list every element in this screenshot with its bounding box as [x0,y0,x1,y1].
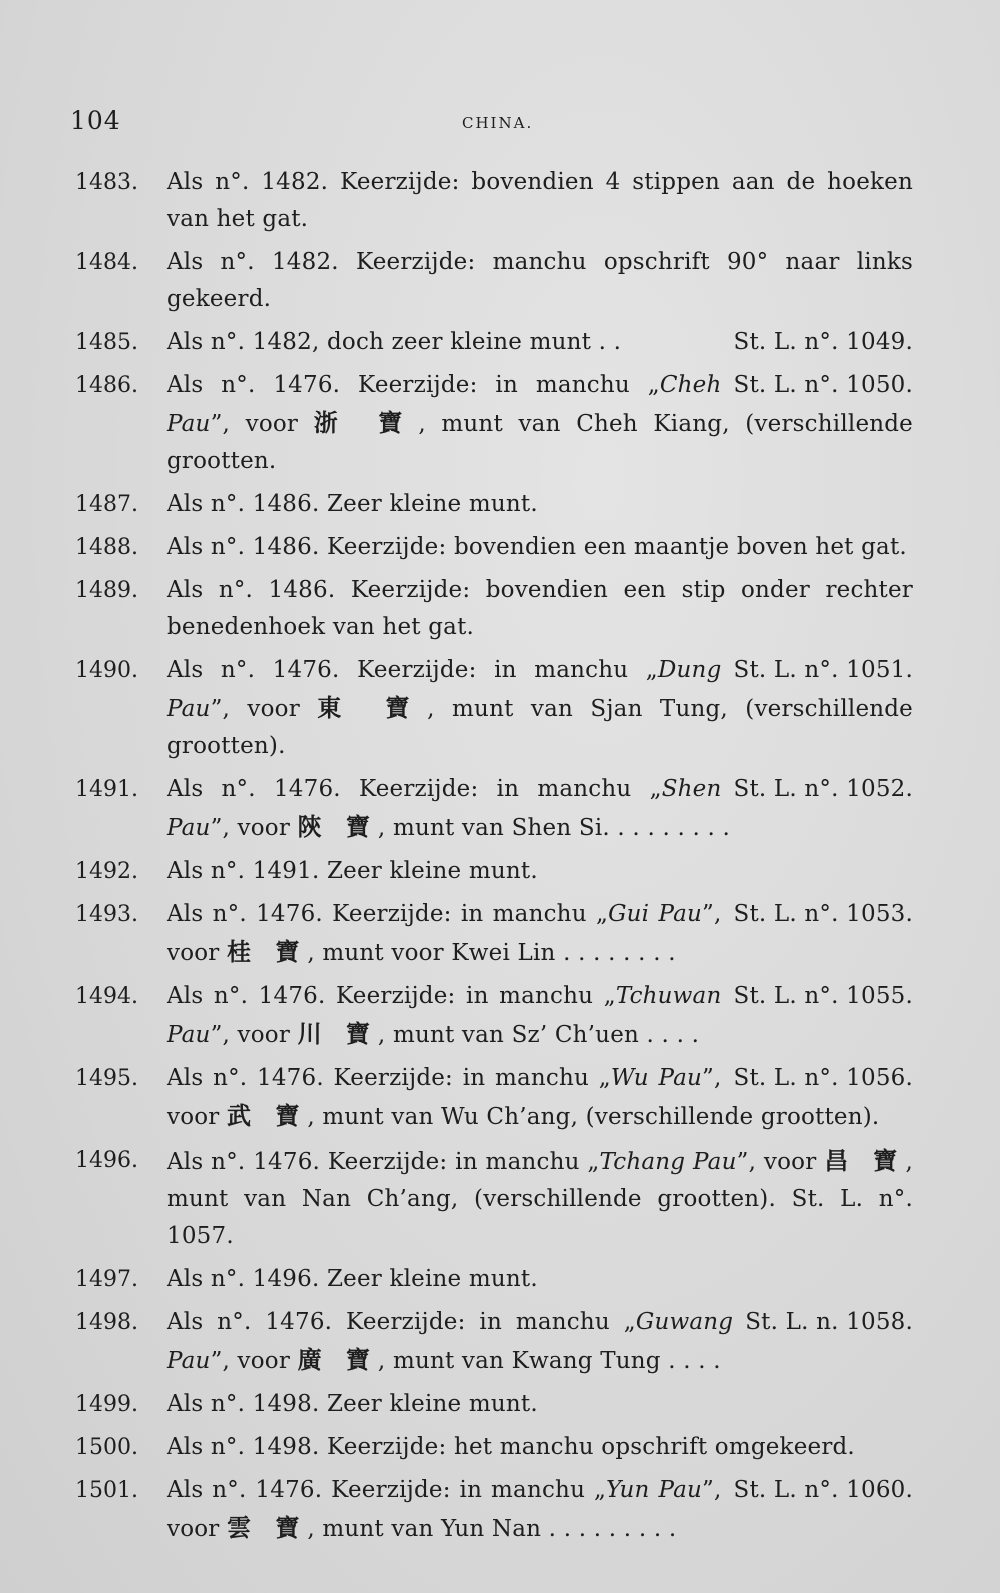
catalogue-entry [75,771,913,847]
catalogue-entry [75,1429,913,1466]
entry-number: 1501. [75,1478,138,1503]
entry-text [167,486,913,523]
entry-text [167,1261,913,1298]
entry-description: ”, voor [167,1065,722,1130]
entry-description: Als n°. 1476. Keerzijde: in manchu „ [167,1149,600,1175]
manchu-name: Shen Pau [167,776,722,841]
entry-description: Als n°. 1482. Keerzijde: manchu opschrift 90° naar links gekeerd. [167,249,913,312]
entry-number: 1492. [75,859,138,884]
page-number: 104 [70,106,121,135]
entry-number: 1486. [75,373,138,398]
entry-description: ”, voor [736,1149,825,1175]
entry-text [167,164,913,238]
entry-description: , munt van Sjan Tung, (verschillende grootten). [167,696,913,759]
manchu-name: Wu Pau [610,1065,703,1091]
entry-text [167,367,913,480]
catalogue-entry [75,486,913,523]
catalogue-entry [75,1304,913,1380]
entry-description: Als n°. 1491. Zeer kleine munt. [167,858,538,884]
chinese-characters: 武 寶 [227,1101,308,1130]
manchu-name: Cheh Pau [167,372,722,437]
entry-number: 1491. [75,777,138,802]
catalogue-reference: St. L. n°. 1051. [733,657,913,683]
chinese-characters: 浙 寶 [313,408,419,437]
entry-text [167,652,913,765]
entry-text [167,572,913,646]
entry-description: Als n°. 1476. Keerzijde: in manchu „ [167,1309,636,1335]
catalogue-reference: St. L. n°. 1049. [733,329,913,355]
catalogue-entry [75,324,913,361]
entry-text [167,1386,913,1423]
entry-description: Als n°. 1476. Keerzijde: in manchu „ [167,901,609,927]
entry-description: Als n°. 1476. Keerzijde: in manchu „ [167,1065,611,1091]
entry-description: Als n°. 1498. Keerzijde: het manchu opschrift omgekeerd. [167,1434,855,1460]
entry-number: 1500. [75,1435,138,1460]
entry-description: ”, voor [167,1477,722,1542]
entry-description: , munt van Shen Si. . . . . . . . . [377,815,731,841]
entry-text [167,771,913,847]
catalogue-entry [75,529,913,566]
entry-description: Als n°. 1476. Keerzijde: in manchu „ [167,657,658,683]
chinese-characters: 陝 寶 [297,812,378,841]
entry-number: 1493. [75,902,138,927]
entry-number: 1485. [75,330,138,355]
entry-description: ”, voor [210,815,298,841]
chinese-characters: 廣 寶 [297,1345,378,1374]
entry-text [167,1060,913,1136]
catalogue-entry [75,652,913,765]
entry-description: , munt van Sz’ Ch’uen . . . . [377,1022,700,1048]
manchu-name: Tchuwan Pau [167,983,722,1048]
entry-description: ”, voor [210,696,318,722]
catalogue-entry [75,1472,913,1548]
catalogue-reference: St. L. n°. 1060. [733,1477,913,1503]
chinese-characters: 川 寶 [297,1019,378,1048]
entry-description: Als n°. 1476. Keerzijde: in manchu „ [167,372,660,398]
manchu-name: Gui Pau [608,901,703,927]
entry-description: Als n°. 1482, doch zeer kleine munt . . [167,329,622,355]
catalogue-entry [75,1142,913,1255]
catalogue-entry [75,978,913,1054]
entry-description: Als n°. 1496. Zeer kleine munt. [167,1266,538,1292]
entry-text [167,1142,913,1255]
page-header [0,106,1000,142]
catalogue-entry [75,572,913,646]
entry-description: Als n°. 1486. Keerzijde: bovendien een maantje boven het gat. [167,534,907,560]
entry-number: 1488. [75,535,138,560]
entry-text [167,1429,913,1466]
entry-description: ”, voor [210,1022,298,1048]
entry-description: ”, voor [167,901,722,966]
catalogue-entry [75,1261,913,1298]
entry-description: ”, voor [210,1348,298,1374]
entry-description: , munt van Nan Ch’ang, (verschillende grootten). St. L. n°. 1057. [167,1149,914,1249]
catalogue-entry [75,244,913,318]
entry-description: , munt van Cheh Kiang, (verschillende grootten. [167,411,913,474]
catalogue-reference: St. L. n°. 1055. [733,983,913,1009]
catalogue-entry [75,1386,913,1423]
entry-description: Als n°. 1476. Keerzijde: in manchu „ [167,1477,607,1503]
entry-description: Als n°. 1482. Keerzijde: bovendien 4 stippen aan de hoeken van het gat. [167,169,913,232]
entry-text [167,324,913,361]
catalogue-entry [75,164,913,238]
catalogue-entry [75,853,913,890]
manchu-name: Tchang Pau [599,1149,737,1175]
entry-number: 1498. [75,1310,138,1335]
entry-description: , munt van Wu Ch’ang, (verschillende grootten). [307,1104,880,1130]
entry-number: 1484. [75,250,138,275]
catalogue-reference: St. L. n°. 1056. [733,1065,913,1091]
entry-description: Als n°. 1498. Zeer kleine munt. [167,1391,538,1417]
entry-description: Als n°. 1476. Keerzijde: in manchu „ [167,776,662,802]
entry-text [167,853,913,890]
chinese-characters: 東 寶 [317,693,428,722]
entry-text [167,1304,913,1380]
entry-description: Als n°. 1486. Keerzijde: bovendien een stip onder rechter benedenhoek van het gat. [167,577,913,640]
catalogue-reference: St. L. n. 1058. [745,1309,913,1335]
entry-number: 1496. [75,1148,138,1173]
entry-description: , munt voor Kwei Lin . . . . . . . . [307,940,676,966]
running-title: CHINA. [462,114,534,132]
entry-description: , munt van Kwang Tung . . . . [377,1348,721,1374]
chinese-characters: 桂 寶 [227,937,308,966]
catalogue-reference: St. L. n°. 1050. [733,372,913,398]
entry-description: , munt van Yun Nan . . . . . . . . . [307,1516,677,1542]
entry-text [167,529,913,566]
entry-number: 1495. [75,1066,138,1091]
entry-text [167,1472,913,1548]
entry-number: 1487. [75,492,138,517]
manchu-name: Dung Pau [167,657,722,722]
chinese-characters: 昌 寶 [824,1146,906,1175]
catalogue-entry [75,1060,913,1136]
entry-number: 1494. [75,984,138,1009]
catalogue-entry [75,896,913,972]
entry-description: Als n°. 1476. Keerzijde: in manchu „ [167,983,616,1009]
catalogue-entries [75,164,913,1554]
entry-description: Als n°. 1486. Zeer kleine munt. [167,491,538,517]
entry-number: 1490. [75,658,138,683]
chinese-characters: 雲 寶 [227,1513,308,1542]
entry-text [167,244,913,318]
manchu-name: Guwang Pau [167,1309,734,1374]
entry-text [167,978,913,1054]
entry-number: 1489. [75,578,138,603]
entry-text [167,896,913,972]
catalogue-reference: St. L. n°. 1052. [733,776,913,802]
manchu-name: Yun Pau [606,1477,703,1503]
catalogue-reference: St. L. n°. 1053. [733,901,913,927]
entry-number: 1499. [75,1392,138,1417]
entry-description: ”, voor [210,411,314,437]
entry-number: 1483. [75,170,138,195]
entry-number: 1497. [75,1267,138,1292]
catalogue-entry [75,367,913,480]
